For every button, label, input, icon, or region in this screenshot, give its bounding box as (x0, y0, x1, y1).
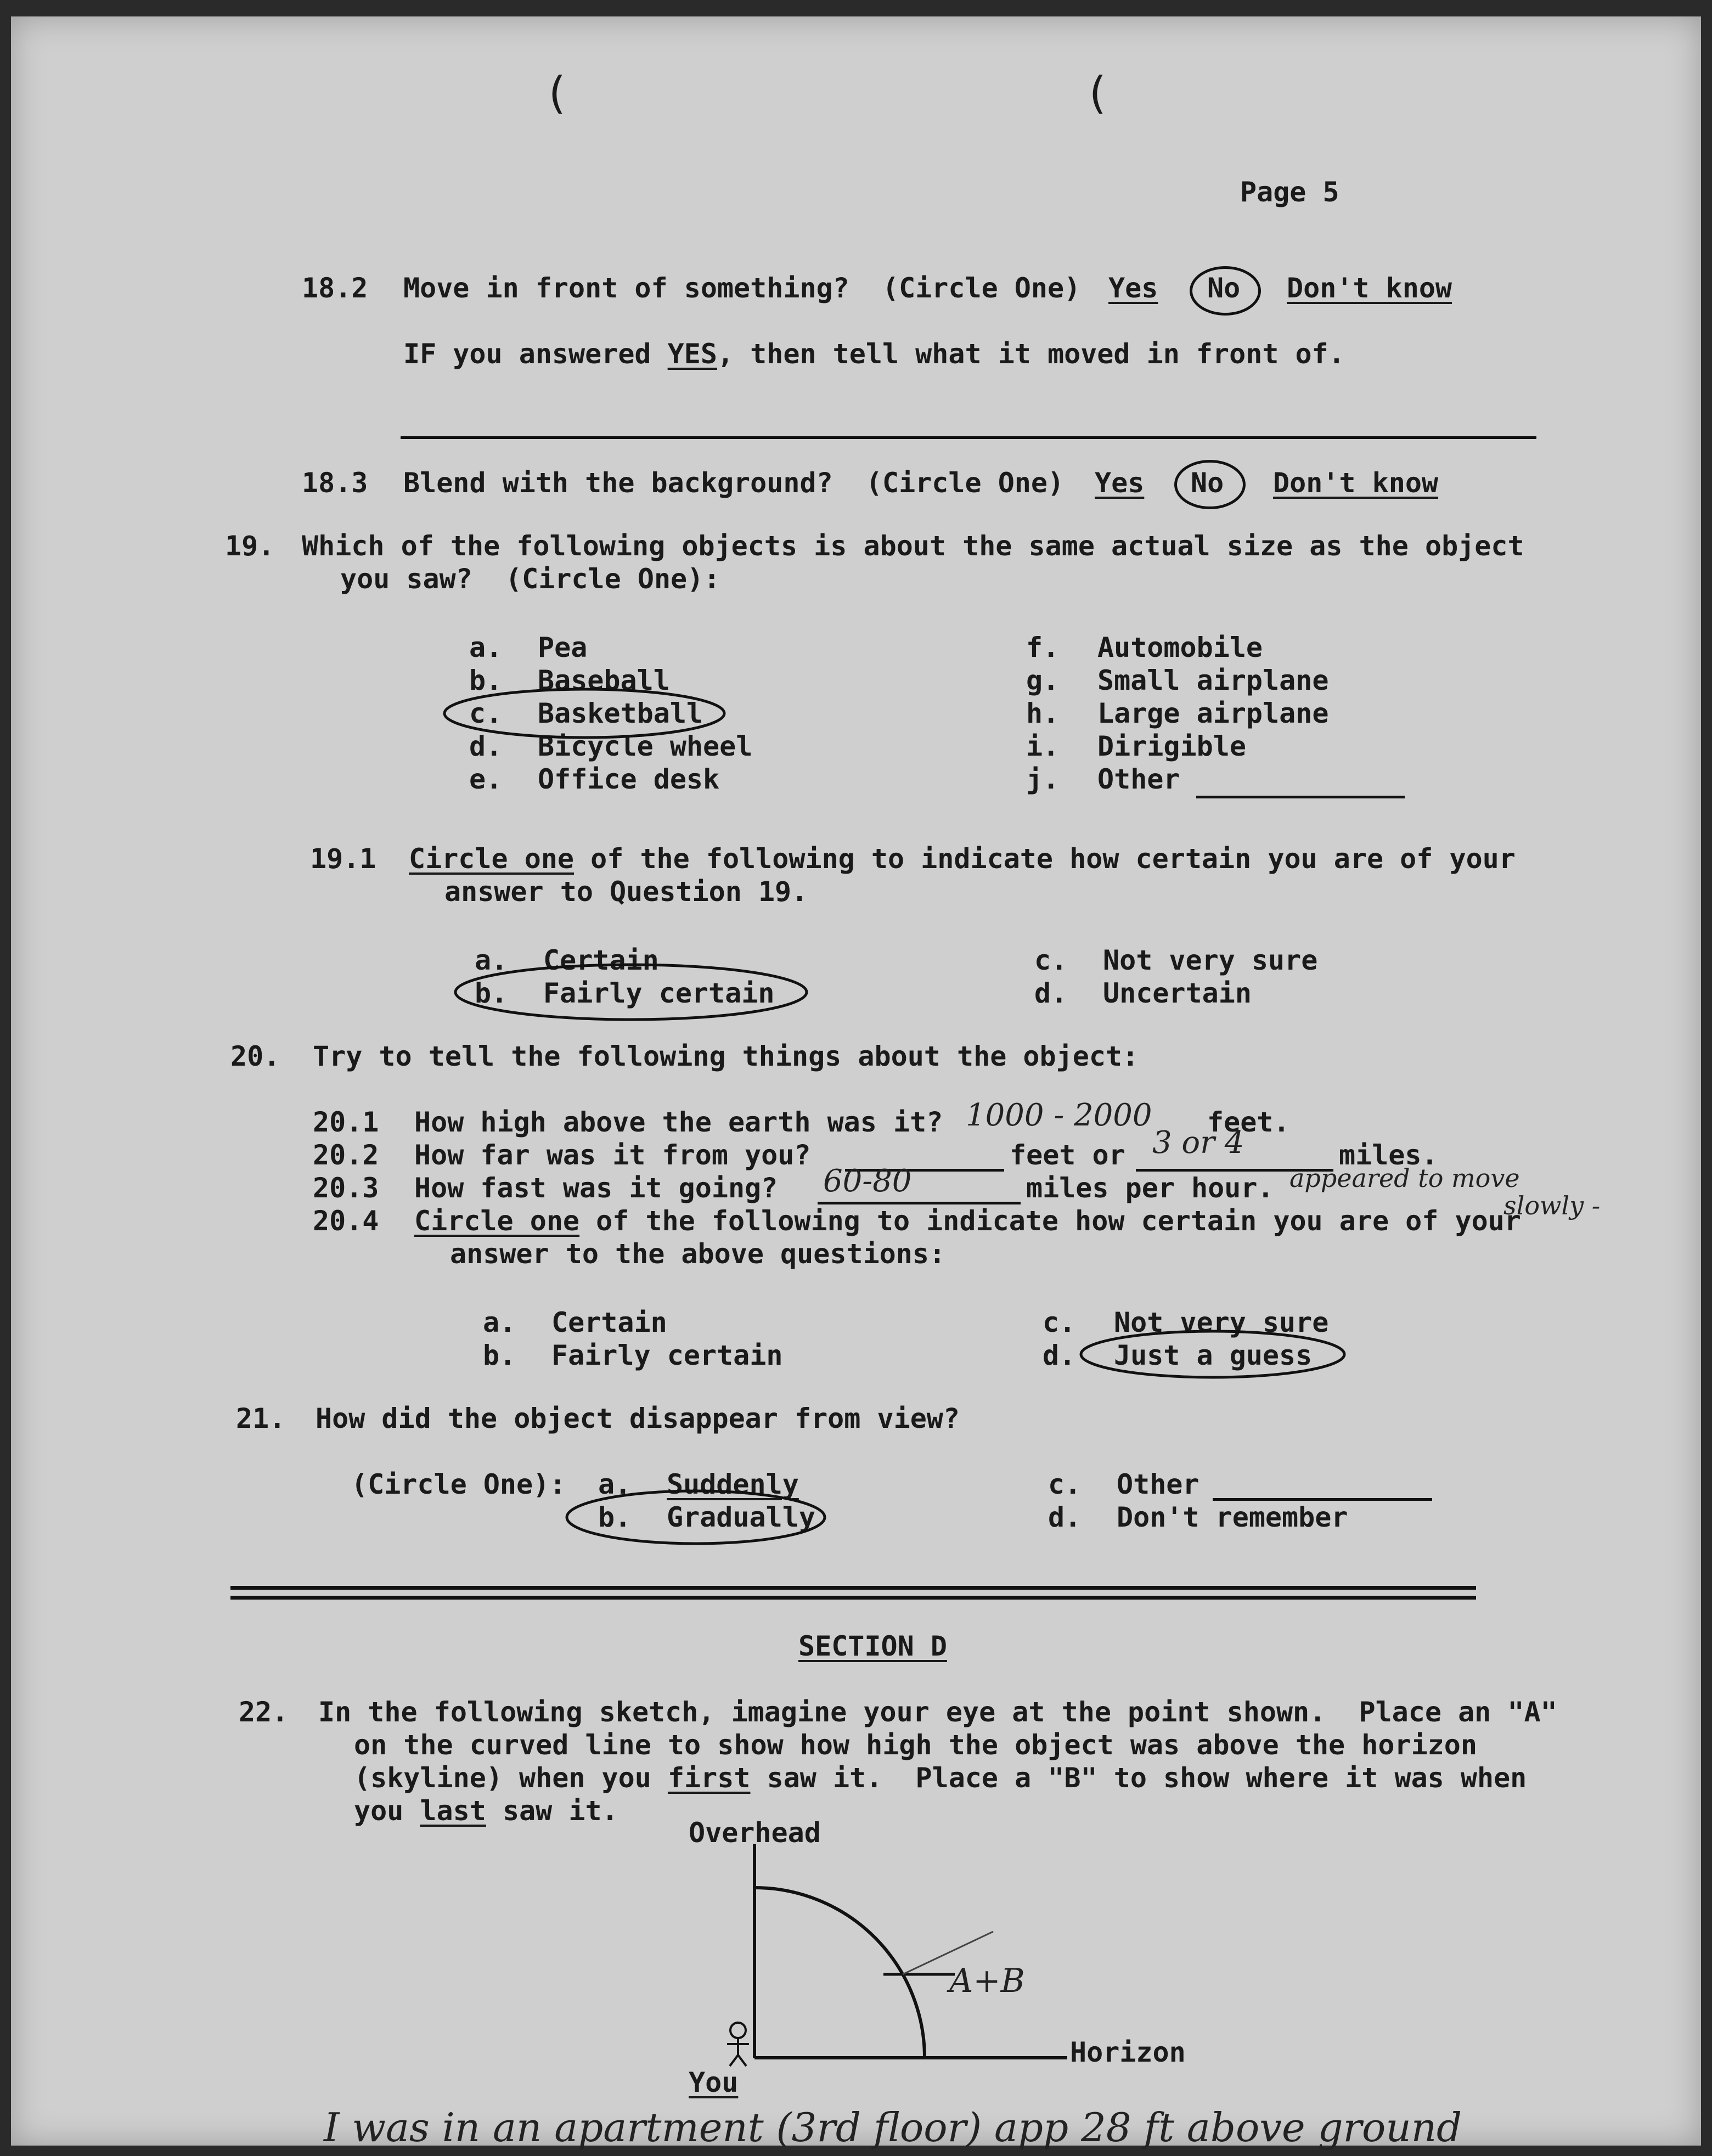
q20-3-note: appeared to move (1289, 1163, 1520, 1193)
q18-3-option-yes[interactable]: Yes (1095, 467, 1145, 499)
sketch-overhead-label: Overhead (689, 1817, 821, 1849)
q18-3-number: 18.3 (302, 467, 368, 499)
q19-opt-j-letter: j. (1026, 763, 1060, 795)
q19-number: 19. (225, 530, 275, 562)
q19-opt-g[interactable]: Small airplane (1097, 665, 1329, 696)
q20-opt-d-letter: d. (1043, 1339, 1076, 1371)
q19-opt-f[interactable]: Automobile (1097, 632, 1263, 663)
q20-3-note2: slowly - (1503, 1191, 1601, 1220)
sketch-arc (754, 1888, 925, 2058)
q19-opt-b-letter: b. (469, 665, 503, 696)
q20-opt-b[interactable]: Fairly certain (551, 1339, 783, 1371)
q21-opt-d[interactable]: Don't remember (1117, 1501, 1348, 1533)
q19-opt-e[interactable]: Office desk (538, 763, 720, 795)
q20-1-number: 20.1 (313, 1106, 379, 1138)
q19-opt-b[interactable]: Baseball (538, 665, 670, 696)
q19-opt-c[interactable]: Basketball (538, 697, 703, 729)
q20-4-number: 20.4 (313, 1205, 379, 1237)
q19-opt-h-letter: h. (1026, 697, 1060, 729)
q21-opt-a[interactable]: Suddenly (667, 1468, 799, 1500)
q21-circle-mark (567, 1491, 825, 1544)
q19-opt-a-letter: a. (469, 632, 503, 663)
q22-line4-a: you (354, 1795, 420, 1827)
q20-2-answer[interactable]: 3 or 4 (1152, 1125, 1244, 1161)
page-label: Page 5 (1240, 176, 1339, 208)
q19-opt-h[interactable]: Large airplane (1097, 697, 1329, 729)
q18-3-option-no[interactable]: No (1191, 467, 1224, 499)
q18-2-text: Move in front of something? (Circle One) (403, 272, 1081, 304)
top-mark-right: ( (1084, 67, 1111, 119)
q21-opt-a-letter: a. (598, 1468, 632, 1500)
q18-2-option-dont-know[interactable]: Don't know (1287, 272, 1452, 304)
q22-line2: on the curved line to show how high the object was above the horizon (354, 1729, 1477, 1761)
q20-opt-b-letter: b. (483, 1339, 516, 1371)
q19-1-opt-c[interactable]: Not very sure (1103, 944, 1318, 976)
q19-1-opt-b-letter: b. (475, 977, 508, 1009)
q20-2-text: How far was it from you? (414, 1139, 811, 1171)
q19-opt-d-letter: d. (469, 730, 503, 762)
q21-text: How did the object disappear from view? (316, 1403, 960, 1434)
q19-1-opt-a[interactable]: Certain (543, 944, 659, 976)
q18-3-text: Blend with the background? (Circle One) (403, 467, 1065, 499)
q20-1-unit: feet. (1207, 1106, 1290, 1138)
q20-3-number: 20.3 (313, 1172, 379, 1204)
q20-number: 20. (230, 1040, 280, 1072)
q21-circle-one: (Circle One): (351, 1468, 566, 1500)
q19-1-lead: Circle one (409, 843, 575, 875)
q21-opt-c[interactable]: Other (1117, 1468, 1199, 1500)
q19-opt-i[interactable]: Dirigible (1097, 730, 1246, 762)
q19-1-opt-b[interactable]: Fairly certain (543, 977, 775, 1009)
q19-1-line2: answer to Question 19. (444, 876, 808, 908)
top-mark-left: ( (543, 67, 570, 119)
q22-number: 22. (239, 1696, 289, 1728)
q20-opt-d[interactable]: Just a guess (1114, 1339, 1313, 1371)
q19-opt-d[interactable]: Bicycle wheel (538, 730, 753, 762)
sketch-you-label: You (689, 2067, 739, 2098)
q19-opt-g-letter: g. (1026, 665, 1060, 696)
q19-1-number: 19.1 (310, 843, 376, 875)
q20-4-lead: Circle one (414, 1205, 580, 1237)
q20-4-rest: of the following to indicate how certain you are of your (579, 1205, 1521, 1237)
sketch-horizon-label: Horizon (1070, 2036, 1186, 2068)
q19-circle-mark (444, 689, 724, 738)
q21-opt-b[interactable]: Gradually (667, 1501, 815, 1533)
q21-number: 21. (236, 1403, 286, 1434)
q19-opt-j[interactable]: Other (1097, 763, 1180, 795)
q20-3-text: How fast was it going? (414, 1172, 778, 1204)
q18-2-number: 18.2 (302, 272, 368, 304)
q19-1-opt-a-letter: a. (475, 944, 508, 976)
q21-opt-d-letter: d. (1048, 1501, 1082, 1533)
q19-opt-f-letter: f. (1026, 632, 1060, 663)
q19-line2: you saw? (Circle One): (340, 563, 720, 595)
q19-opt-i-letter: i. (1026, 730, 1060, 762)
sketch-sight-line (903, 1932, 993, 1974)
q22-line3-b: saw it. Place a "B" to show where it was when (750, 1762, 1527, 1794)
q20-2-mid: feet or (1010, 1139, 1125, 1171)
q22-first: first (667, 1762, 751, 1794)
q21-opt-c-letter: c. (1048, 1468, 1082, 1500)
q20-circle-mark (1081, 1331, 1344, 1377)
q20-opt-c-letter: c. (1043, 1307, 1076, 1338)
q19-1-circle-mark (455, 965, 807, 1020)
q19-1-opt-d-letter: d. (1034, 977, 1068, 1009)
q20-3-unit: miles per hour. (1026, 1172, 1274, 1204)
q20-1-text: How high above the earth was it? (414, 1106, 943, 1138)
handwritten-note: I was in an apartment (3rd floor) app 28 ft above ground (324, 2104, 1462, 2151)
q20-opt-a[interactable]: Certain (551, 1307, 667, 1338)
q21-opt-b-letter: b. (598, 1501, 632, 1533)
you-stick-figure (727, 2023, 749, 2066)
q22-line3-a: (skyline) when you (354, 1762, 668, 1794)
q18-2-followup-yes: YES (667, 338, 717, 370)
q19-opt-a[interactable]: Pea (538, 632, 588, 663)
q22-last: last (420, 1795, 486, 1827)
q18-2-followup-a: IF you answered YES, then tell what it moved in front of. (403, 338, 1345, 370)
q22-line4-b: saw it. (486, 1795, 618, 1827)
q20-2-number: 20.2 (313, 1139, 379, 1171)
q19-1-opt-d[interactable]: Uncertain (1103, 977, 1252, 1009)
q20-1-answer[interactable]: 1000 - 2000 (966, 1097, 1152, 1133)
q20-2-unit: miles. (1339, 1139, 1438, 1171)
section-title: SECTION D (798, 1630, 947, 1662)
q18-2-option-yes[interactable]: Yes (1108, 272, 1158, 304)
q20-opt-a-letter: a. (483, 1307, 516, 1338)
q19-opt-c-letter: c. (469, 697, 503, 729)
sketch-a-b-mark: A+B (949, 1962, 1025, 2000)
q20-opt-c[interactable]: Not very sure (1114, 1307, 1329, 1338)
q18-2-option-no[interactable]: No (1207, 272, 1241, 304)
q19-opt-e-letter: e. (469, 763, 503, 795)
q20-3-answer[interactable]: 60-80 (823, 1163, 912, 1199)
q20-4-line2: answer to the above questions: (450, 1238, 946, 1270)
q20-text: Try to tell the following things about the object: (313, 1040, 1139, 1072)
q19-1-opt-c-letter: c. (1034, 944, 1068, 976)
q18-3-option-dont-know[interactable]: Don't know (1273, 467, 1439, 499)
q19-line1: Which of the following objects is about the same actual size as the object (302, 530, 1524, 562)
q22-line1: In the following sketch, imagine your eye at the point shown. Place an "A" (318, 1696, 1557, 1728)
q19-1-line1-rest: of the following to indicate how certain you are of your (574, 843, 1516, 875)
